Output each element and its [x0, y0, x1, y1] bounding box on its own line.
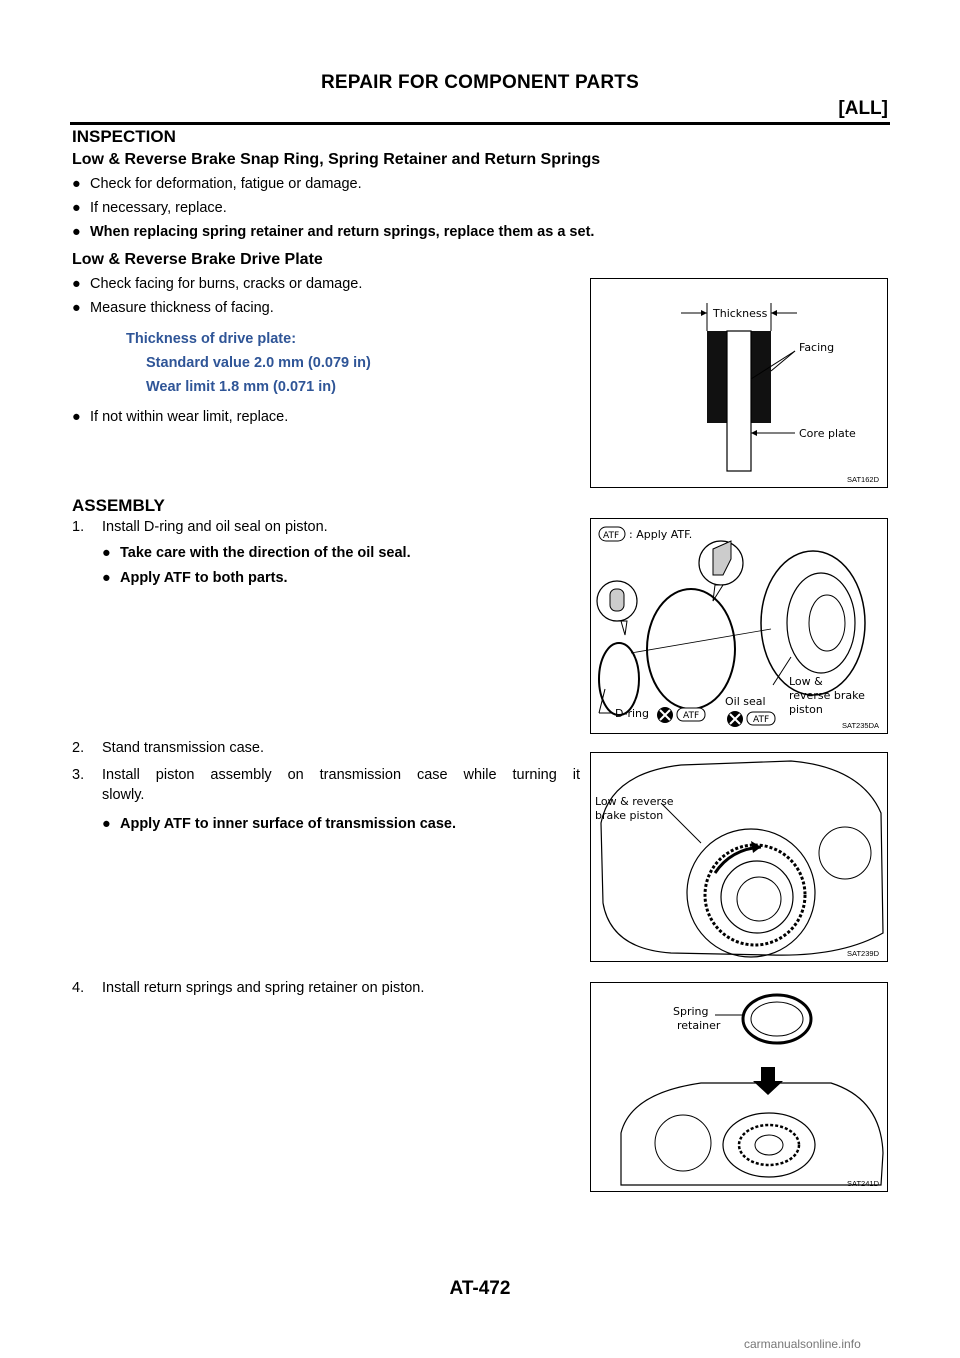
bullet-text: If necessary, replace. [90, 200, 227, 216]
label-piston-line1: Low & reverse [595, 795, 674, 808]
figure-drive-plate [590, 278, 888, 488]
page-number: AT-472 [449, 1278, 511, 1299]
bullet-dot: ● [72, 276, 81, 292]
atf-symbol-text: ATF [753, 715, 770, 725]
spring-retainer-illustration [591, 983, 887, 1191]
step-number: 4. [72, 980, 85, 996]
bullet-dot: ● [102, 816, 111, 832]
bullet-text: Take care with the direction of the oil seal. [120, 545, 411, 561]
step-text: Install D-ring and oil seal on piston. [102, 519, 328, 535]
label-thickness: Thickness [713, 307, 768, 320]
header-divider [70, 122, 890, 125]
label-piston-line2: brake piston [595, 809, 664, 822]
atf-symbol-text: ATF [603, 531, 620, 541]
spec-wear-limit: Wear limit 1.8 mm (0.071 in) [146, 379, 336, 395]
atf-symbol-text: ATF [683, 711, 700, 721]
figure-code: SAT241D [847, 1179, 879, 1188]
snap-ring-heading: Low & Reverse Brake Snap Ring, Spring Retainer and Return Springs [72, 151, 601, 168]
page-header-title: REPAIR FOR COMPONENT PARTS [320, 72, 639, 93]
figure-code: SAT239D [847, 949, 879, 958]
figure-piston-install [590, 752, 888, 962]
step-number: 2. [72, 740, 85, 756]
watermark[interactable]: carmanualsonline.info [744, 1337, 861, 1351]
bullet-text: Apply ATF to both parts. [120, 570, 288, 586]
bullet-dot: ● [72, 300, 81, 316]
bullet-text: Check facing for burns, cracks or damage. [90, 276, 363, 292]
figure-code: SAT162D [847, 475, 879, 484]
bullet-dot: ● [72, 409, 81, 425]
bullet-text: When replacing spring retainer and return springs, replace them as a set. [90, 224, 595, 240]
bullet-dot: ● [72, 176, 81, 192]
bullet-text: Apply ATF to inner surface of transmission case. [120, 816, 456, 832]
label-piston-line2: reverse brake [789, 689, 865, 702]
step-number: 1. [72, 519, 85, 535]
figure-piston-seals [590, 518, 888, 734]
step-text: Stand transmission case. [102, 740, 264, 756]
bullet-dot: ● [102, 570, 111, 586]
label-facing: Facing [799, 341, 835, 354]
bullet-dot: ● [72, 224, 81, 240]
drive-plate-heading: Low & Reverse Brake Drive Plate [72, 251, 323, 268]
label-piston-line1: Low & [789, 675, 823, 688]
label-d-ring: D-ring [615, 707, 649, 720]
bullet-text: Check for deformation, fatigue or damage. [90, 176, 362, 192]
spec-standard: Standard value 2.0 mm (0.079 in) [146, 355, 371, 371]
label-oil-seal: Oil seal [725, 695, 766, 708]
bullet-text: Measure thickness of facing. [90, 300, 274, 316]
spec-label: Thickness of drive plate: [126, 331, 297, 347]
label-apply-atf: : Apply ATF. [629, 528, 693, 541]
label-retainer: retainer [677, 1019, 721, 1032]
label-core-plate: Core plate [799, 427, 856, 440]
bullet-dot: ● [72, 200, 81, 216]
piston-seals-illustration [591, 519, 887, 733]
bullet-dot: ● [102, 545, 111, 561]
inspection-heading: INSPECTION [72, 127, 176, 146]
figure-code: SAT235DA [842, 721, 879, 730]
drive-plate-illustration [591, 279, 887, 487]
label-spring: Spring [673, 1005, 709, 1018]
page-header-tag: [ALL] [838, 98, 888, 119]
figure-spring-retainer [590, 982, 888, 1192]
assembly-heading: ASSEMBLY [72, 496, 165, 515]
step-text: Install piston assembly on transmission case while turning it [102, 767, 580, 783]
step-text-continued: slowly. [102, 787, 145, 803]
label-piston-line3: piston [789, 703, 823, 716]
step-text: Install return springs and spring retainer on piston. [102, 980, 425, 996]
step-number: 3. [72, 767, 85, 783]
piston-install-illustration [591, 753, 887, 961]
bullet-text: If not within wear limit, replace. [90, 409, 289, 425]
